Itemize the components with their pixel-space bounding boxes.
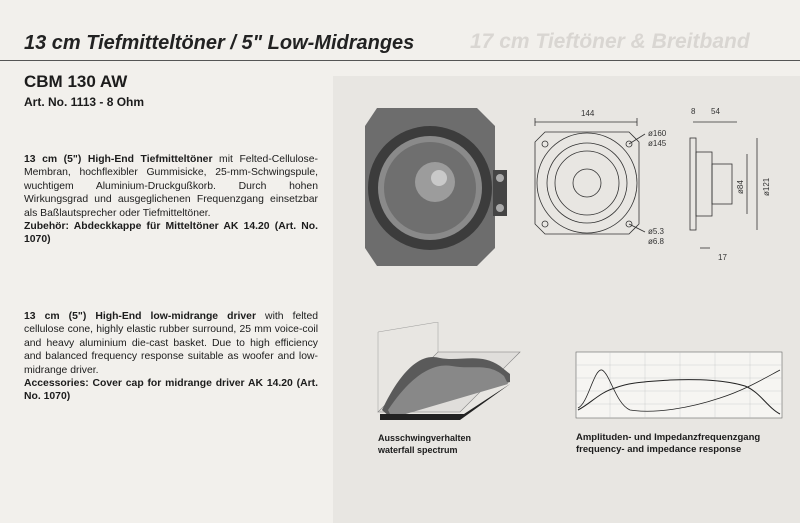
frequency-response-plot xyxy=(560,348,786,428)
dust-cap-highlight xyxy=(431,170,447,186)
header-rule xyxy=(0,60,800,61)
dim-depth: 54 xyxy=(711,107,720,116)
german-accessories: Zubehör: Abdeckkappe für Mitteltöner AK 14.20 (Art. No. 1070) xyxy=(24,221,318,246)
frequency-caption xyxy=(576,432,760,456)
english-lead: 13 cm (5") High-End low-midrange driver xyxy=(24,311,257,322)
dim-d160: ø160 xyxy=(648,129,667,138)
dim-d53: ø5.3 xyxy=(648,227,665,236)
waterfall-caption xyxy=(378,432,471,456)
dim-d121: ø121 xyxy=(762,177,771,196)
dim-d145: ø145 xyxy=(648,139,667,148)
dim-17: 17 xyxy=(718,253,727,262)
product-model: CBM 130 AW xyxy=(24,72,128,91)
english-accessories: Accessories: Cover cap for midrange driver AK 14.20 (Art. No. 1070) xyxy=(24,378,318,403)
german-description xyxy=(24,153,318,247)
german-body: mit Felted-Cellulose-Membran, hochflexibler Gummisicke, 25-mm-Schwingspule, wuchtigem Aluminium-Druckgußkorb. Durch hohen Wirkungsgrad und ausgeglichenen Frequenzgang einsetzbar als Baßlautsprecher oder Tiefmitteltöner. xyxy=(24,154,318,219)
technical-drawing xyxy=(525,102,785,277)
waterfall-plot xyxy=(360,322,530,432)
dim-width: 144 xyxy=(581,109,595,118)
frequency-caption-en: frequency- and impedance response xyxy=(576,444,742,455)
ghost-heading: 17 cm Tieftöner & Breitband xyxy=(470,30,750,53)
dim-d84: ø84 xyxy=(736,180,745,194)
waterfall-caption-de: Ausschwingverhalten xyxy=(378,433,472,443)
driver-photo xyxy=(365,108,525,268)
english-body: with felted cellulose cone, highly elastic rubber surround, 25 mm voice-coil and heavy aluminium die-cast basket. Due to high efficiency and balanced frequency response suitable as woofer and low-midrange driver. xyxy=(24,311,318,376)
product-art-no: Art. No. 1113 - 8 Ohm xyxy=(24,95,145,109)
waterfall-caption-en: waterfall spectrum xyxy=(378,445,458,455)
frequency-caption-de: Amplituden- und Impedanzfrequenzgang xyxy=(576,432,761,443)
page-title: 13 cm Tiefmitteltöner / 5" Low-Midranges xyxy=(24,32,415,54)
dim-flange: 8 xyxy=(691,107,696,116)
german-lead: 13 cm (5") High-End Tiefmitteltöner xyxy=(24,154,213,165)
dim-d68: ø6.8 xyxy=(648,237,665,246)
english-description xyxy=(24,310,318,404)
